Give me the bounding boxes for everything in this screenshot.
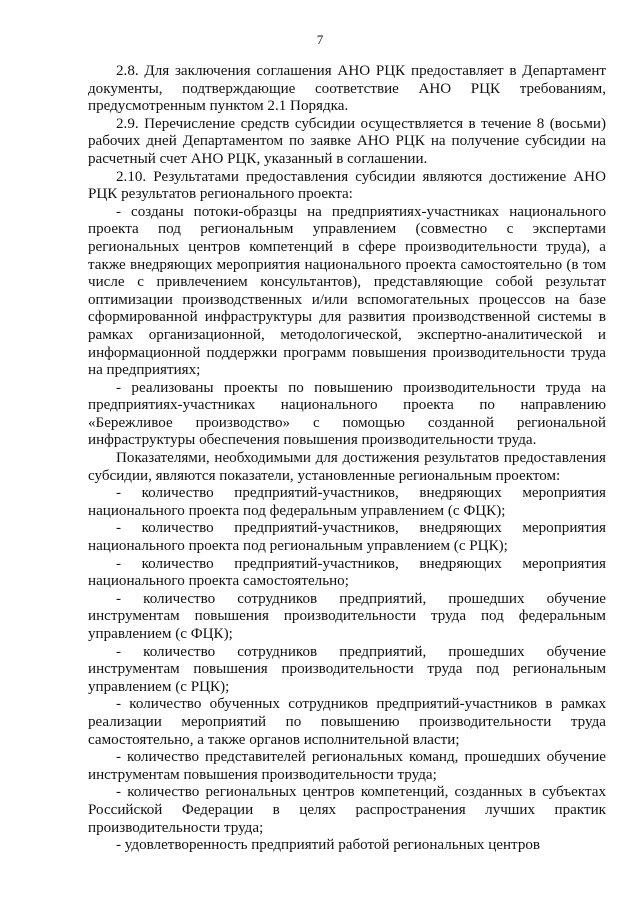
result-item: - реализованы проекты по повышению производительности труда на предприятиях-участниках национального проекта по направлению «Бережливое производство» с помощью созданной региональной инфраструктуры обеспечения повышения производительности труда. bbox=[88, 379, 606, 449]
paragraph-2-8: 2.8. Для заключения соглашения АНО РЦК предоставляет в Департамент документы, подтверждающие соответствие АНО РЦК требованиям, предусмотренным пунктом 2.1 Порядка. bbox=[88, 63, 606, 115]
indicator-item: - количество представителей региональных команд, прошедших обучение инструментам повышения производительности труда; bbox=[88, 749, 606, 783]
indicator-item: - количество региональных центров компетенций, созданных в субъектах Российской Федерации в целях распространения лучших практик производительности труда; bbox=[88, 784, 606, 836]
indicator-item: - количество предприятий-участников, внедряющих мероприятия национального проекта под региональным управлением (с РЦК); bbox=[88, 520, 606, 555]
indicator-item: - количество обученных сотрудников предприятий-участников в рамках реализации мероприятий по повышению производительности труда самостоятельно, а также органов исполнительной власти; bbox=[88, 696, 606, 748]
indicator-item: - удовлетворенность предприятий работой региональных центров bbox=[116, 837, 541, 854]
paragraph-2-9: 2.9. Перечисление средств субсидии осуществляется в течение 8 (восьми) рабочих дней Департаментом по заявке АНО РЦК на получение субсидии на расчетный счет АНО РЦК, указанный в соглашении. bbox=[88, 115, 606, 167]
indicators-intro: Показателями, необходимыми для достижения результатов предоставления субсидии, являются показатели, установленные региональным проектом: bbox=[88, 450, 606, 484]
page-number: 7 bbox=[316, 32, 324, 47]
indicator-item: - количество сотрудников предприятий, прошедших обучение инструментам повышения производительности труда под региональным управлением (с РЦК); bbox=[88, 643, 606, 695]
document-body bbox=[88, 63, 606, 855]
indicator-item: - количество предприятий-участников, внедряющих мероприятия национального проекта под федеральным управлением (с ФЦК); bbox=[88, 485, 606, 519]
paragraph-2-10: 2.10. Результатами предоставления субсидии являются достижение АНО РЦК результатов регионального проекта: bbox=[88, 168, 606, 203]
result-item: - созданы потоки-образцы на предприятиях-участниках национального проекта под региональным управлением (совместно с экспертами региональных центров компетенций в сфере производительности труда), а также внедряющих мероприятия национального проекта самостоятельно (в том числе с привлечением консультантов), представляющие собой результат оптимизации производственных и/или вспомогательных процессов на базе сформированной инфраструктуры для развития производственной системы в рамках организационной, методологической, экспертно-аналитической и информационной поддержки программ повышения производительности труда на предприятиях; bbox=[88, 203, 606, 379]
indicator-item: - количество предприятий-участников, внедряющих мероприятия национального проекта самостоятельно; bbox=[88, 555, 606, 590]
indicator-item: - количество сотрудников предприятий, прошедших обучение инструментам повышения производительности труда под федеральным управлением (с ФЦК); bbox=[88, 590, 606, 642]
